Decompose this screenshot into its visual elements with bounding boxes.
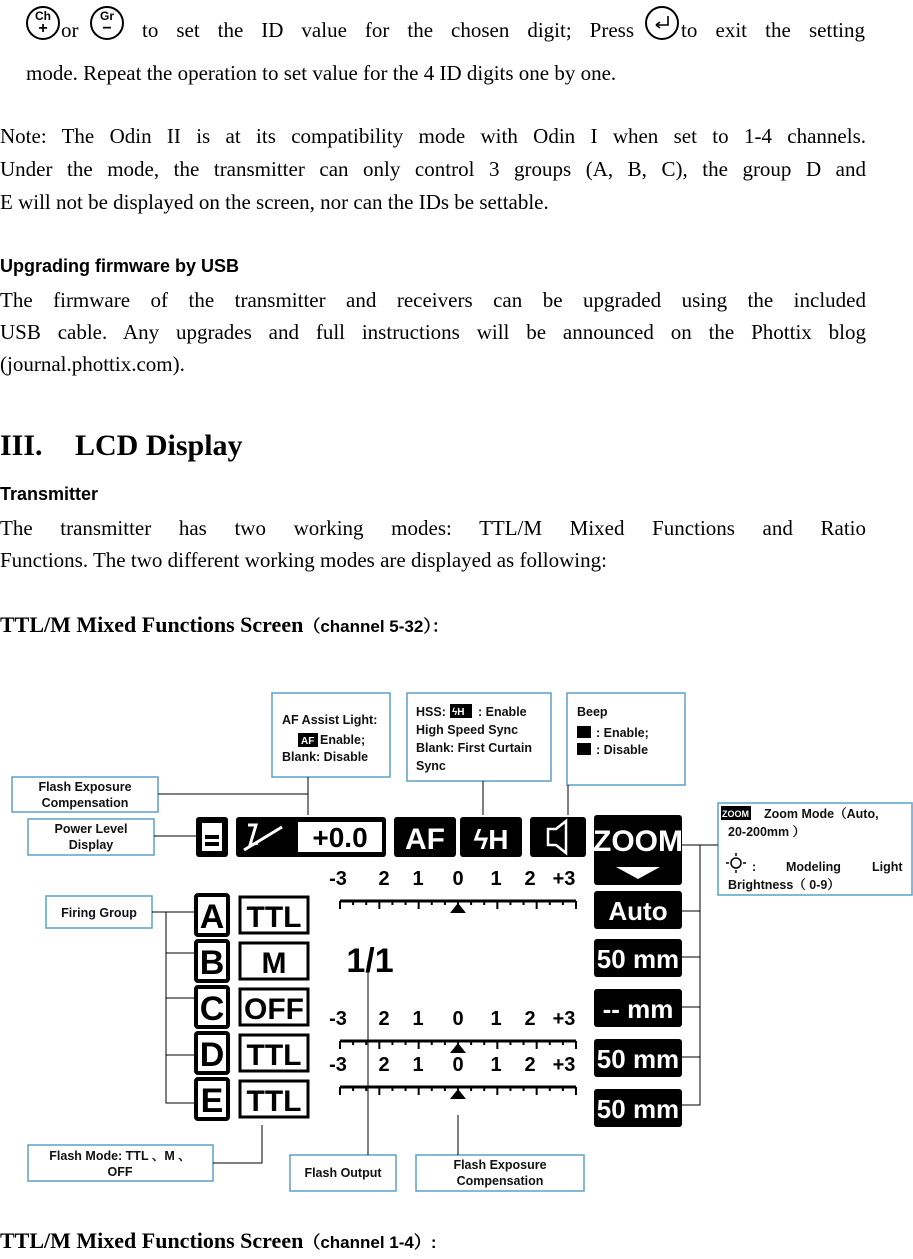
- zoom-line2: 20-200mm ）: [728, 825, 806, 839]
- section-line1: The transmitter has two working modes: TTL/M Mixed Functions and Ratio: [0, 516, 866, 540]
- scale-label: 1: [412, 1054, 424, 1076]
- zoom-value-text: -- mm: [602, 994, 674, 1024]
- usb-heading: Upgrading firmware by USB: [0, 256, 240, 276]
- lcd-zoom: ZOOM: [593, 825, 683, 858]
- scale-label: 2: [378, 868, 390, 890]
- scale-label: +3: [552, 868, 576, 890]
- fec-line1: Flash Exposure: [38, 780, 132, 794]
- hss-callout: [407, 693, 551, 781]
- hss-line4: Sync: [416, 759, 446, 773]
- note-line1: Note: The Odin II is at its compatibility mode with Odin I when set to 1-4 channels.: [0, 124, 866, 148]
- beep-line3: : Disable: [596, 743, 649, 757]
- usb-line1: The firmware of the transmitter and receivers can be upgraded using the included: [0, 288, 866, 312]
- group-letter: D: [199, 1036, 225, 1074]
- section-number: III.: [0, 429, 43, 462]
- scale-label: +3: [552, 1008, 576, 1030]
- scale-label: -3: [329, 868, 347, 890]
- zoom-value-text: 50 mm: [596, 1094, 680, 1124]
- flash-output-label: Flash Output: [304, 1166, 382, 1180]
- screen-title-2-main: TTL/M Mixed Functions Screen: [0, 1228, 304, 1253]
- scale-label: 2: [378, 1008, 390, 1030]
- mode-value: TTL: [246, 1085, 302, 1118]
- scale-label: 1: [490, 1008, 502, 1030]
- lcd-power-output: 1/1: [346, 942, 394, 980]
- zoom-value-text: Auto: [608, 896, 668, 926]
- screen-title-channel-5-32: [0, 610, 449, 643]
- modeling-line1c: Light: [872, 860, 903, 874]
- af-badge: AF: [301, 736, 315, 747]
- section-title: LCD Display: [75, 429, 243, 462]
- power-level-callout: [28, 819, 154, 855]
- hss-line2: High Speed Sync: [416, 723, 519, 737]
- zoom-value-text: 50 mm: [596, 944, 680, 974]
- screen-title-2-paren: （channel 1-4）:: [303, 1233, 437, 1252]
- power-line1: Power Level: [54, 822, 128, 836]
- screen-title-channel-1-4: [0, 1226, 437, 1259]
- fec-bottom-callout: [416, 1155, 584, 1191]
- screen-title-paren: （channel 5-32）：: [303, 617, 449, 636]
- intro-line2: mode. Repeat the operation to set value for the 4 ID digits one by one.: [26, 61, 617, 85]
- fec-line2: Compensation: [41, 796, 129, 810]
- beep-callout: [567, 693, 685, 785]
- lcd-hss: ϟH: [473, 824, 509, 855]
- speaker-icon: [577, 726, 591, 738]
- scale-label: +3: [552, 1054, 576, 1076]
- flash-mode-line2: OFF: [107, 1165, 133, 1179]
- zoom-callout: [718, 803, 912, 895]
- lcd-diagram: [0, 645, 913, 1205]
- scale-label: 0: [452, 1054, 464, 1076]
- zoom-line1: Zoom Mode（Auto,: [764, 807, 879, 821]
- scale-label: 0: [452, 1008, 464, 1030]
- mode-value: M: [261, 947, 287, 980]
- af-assist-line1: AF Assist Light:: [282, 713, 378, 727]
- scale-pointer: [450, 1043, 466, 1053]
- scale-label: -3: [329, 1008, 347, 1030]
- scale-label: 1: [412, 1008, 424, 1030]
- gr-minus-button-icon: Gr −: [90, 6, 124, 40]
- lcd-group-rows: [196, 895, 308, 1120]
- flash-mode-line1: Flash Mode: TTL 、M 、: [49, 1149, 191, 1163]
- mode-value: TTL: [246, 1039, 302, 1072]
- or-text: or: [61, 18, 79, 42]
- enter-button-icon: [645, 6, 679, 40]
- scale-label: 0: [452, 868, 464, 890]
- hss-line1b: : Enable: [478, 705, 527, 719]
- note-line3: E will not be displayed on the screen, nor can the IDs be settable.: [0, 190, 549, 214]
- beep-line2: : Enable;: [596, 726, 649, 740]
- modeling-line1b: Modeling: [786, 860, 841, 874]
- note-line2: Under the mode, the transmitter can only control 3 groups (A, B, C), the group D and: [0, 157, 866, 181]
- firing-group-callout: [46, 896, 152, 928]
- power-line2: Display: [68, 838, 114, 852]
- flash-mode-callout: [28, 1145, 213, 1181]
- af-assist-callout: [272, 693, 390, 777]
- group-letter: B: [199, 944, 225, 982]
- scale-label: 2: [524, 1054, 536, 1076]
- scale-label: 1: [490, 868, 502, 890]
- af-assist-line2: Enable;: [320, 733, 366, 747]
- group-letter: C: [199, 990, 225, 1028]
- scale-label: 1: [490, 1054, 502, 1076]
- ch-plus-button-icon: Ch +: [26, 6, 60, 40]
- transmitter-subheading: Transmitter: [0, 484, 99, 504]
- intro-line1-mid: to set the ID value for the chosen digit; Press: [142, 18, 634, 42]
- hss-line1a: HSS:: [416, 705, 446, 719]
- beep-line1: Beep: [577, 705, 608, 719]
- scale-pointer: [450, 1089, 466, 1099]
- section-line2: Functions. The two different working modes are displayed as following:: [0, 548, 607, 572]
- fec-bottom-line1: Flash Exposure: [453, 1158, 547, 1172]
- lcd-zoom-values: [594, 891, 682, 1127]
- lcd-ev-value: +0.0: [312, 822, 368, 853]
- scale-label: 2: [524, 1008, 536, 1030]
- scale-label: -3: [329, 1054, 347, 1076]
- usb-line3: (journal.phottix.com).: [0, 352, 185, 376]
- firing-group-label: Firing Group: [61, 906, 137, 920]
- modeling-line2: Brightness（ 0-9）: [728, 878, 840, 892]
- scale-label: 2: [524, 868, 536, 890]
- mode-value: TTL: [246, 901, 302, 934]
- intro-line1-end: to exit the setting: [681, 18, 865, 42]
- lcd-af: AF: [405, 823, 445, 856]
- group-letter: E: [200, 1082, 224, 1120]
- group-letter: A: [199, 898, 225, 936]
- zoom-value-text: 50 mm: [596, 1044, 680, 1074]
- scale-label: 1: [412, 868, 424, 890]
- mode-value: OFF: [244, 993, 304, 1026]
- scale-label: 2: [378, 1054, 390, 1076]
- hss-line3: Blank: First Curtain: [416, 741, 532, 755]
- af-assist-line3: Blank: Disable: [282, 750, 369, 764]
- mute-icon: [577, 743, 591, 755]
- fec-callout: [12, 777, 158, 812]
- usb-line2: USB cable. Any upgrades and full instructions will be announced on the Phottix blog: [0, 320, 866, 344]
- zoom-badge: ZOOM: [722, 809, 749, 819]
- flash-output-callout: [290, 1155, 396, 1191]
- fec-bottom-line2: Compensation: [456, 1174, 544, 1188]
- lcd-scales: [329, 868, 576, 1099]
- screen-title-main: TTL/M Mixed Functions Screen: [0, 612, 304, 637]
- scale-pointer: [450, 903, 466, 913]
- hss-badge: ϟH: [452, 707, 465, 718]
- lcd-top-row: [196, 815, 683, 885]
- modeling-line1a: :: [752, 860, 757, 874]
